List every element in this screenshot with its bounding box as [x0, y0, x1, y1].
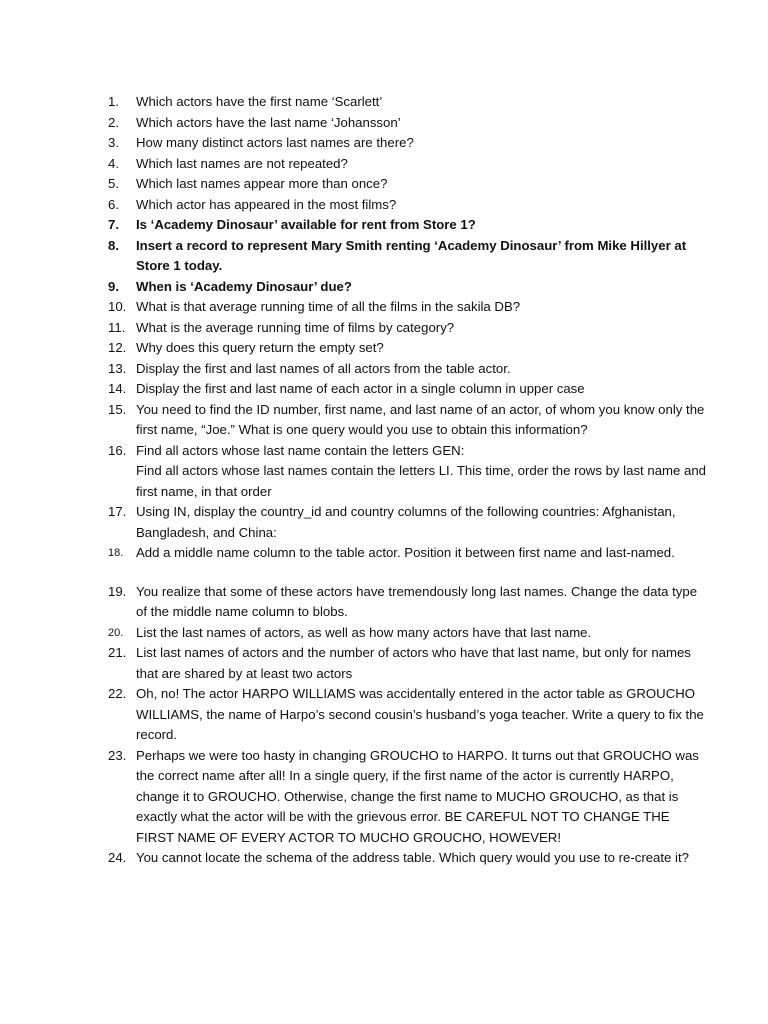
list-item — [0, 133, 768, 154]
item-text: Display the first and last name of each actor in a single column in upper case — [136, 381, 585, 396]
item-text: List last names of actors and the number of actors who have that last name, but only for names that are shared by at least two actors — [136, 645, 691, 681]
item-text: You need to find the ID number, first name, and last name of an actor, of whom you know only the first name, “Joe.” What is one query would you use to obtain this information? — [136, 401, 705, 437]
item-text: Find all actors whose last names contain the letters LI. This time, order the rows by last name and first name, in that order — [136, 463, 707, 499]
item-text: Using IN, display the country_id and country columns of the following countries: Afghanistan, Bangladesh, and China: — [136, 504, 676, 540]
list-item — [0, 848, 768, 869]
item-text: You cannot locate the schema of the address table. Which query would you use to re-create it? — [136, 850, 689, 865]
item-text: Which actors have the last name ‘Johansson’ — [136, 114, 401, 130]
question-list — [0, 92, 768, 869]
item-number: 9. — [108, 278, 119, 294]
item-number: 12. — [108, 340, 127, 355]
item-number: 15. — [108, 401, 127, 417]
item-text: What is that average running time of all the films in the sakila DB? — [136, 299, 521, 314]
item-text: Add a middle name column to the table actor. Position it between first name and last-named. — [136, 545, 675, 560]
item-number: 14. — [108, 381, 127, 396]
item-text: What is the average running time of films by category? — [136, 319, 455, 335]
item-text: Is ‘Academy Dinosaur’ available for rent from Store 1? — [136, 217, 476, 232]
item-text: List the last names of actors, as well as how many actors have that last name. — [136, 624, 592, 640]
list-item — [0, 92, 768, 113]
item-text: When is ‘Academy Dinosaur’ due? — [136, 278, 352, 294]
item-number: 10. — [108, 299, 127, 314]
list-item — [0, 623, 768, 644]
list-item — [0, 502, 768, 543]
item-text: Which actors have the first name ‘Scarlett’ — [136, 94, 383, 109]
item-number: 21. — [108, 645, 127, 660]
item-number: 5. — [108, 176, 119, 191]
item-text: Which last names are not repeated? — [136, 155, 348, 171]
item-number: 19. — [108, 583, 127, 599]
item-text: Find all actors whose last name contain the letters GEN: — [136, 442, 465, 458]
item-number: 16. — [108, 442, 127, 458]
list-item — [0, 379, 768, 400]
list-item — [0, 297, 768, 318]
item-number: 8. — [108, 237, 119, 253]
list-item — [0, 746, 768, 849]
item-number: 3. — [108, 135, 119, 150]
list-item — [0, 174, 768, 195]
list-item — [0, 582, 768, 623]
item-text: Which last names appear more than once? — [136, 176, 388, 191]
item-number: 7. — [108, 217, 119, 232]
item-number: 4. — [108, 155, 119, 171]
list-item — [0, 643, 768, 684]
item-number: 17. — [108, 504, 127, 519]
item-number: 22. — [108, 686, 127, 701]
list-item — [0, 543, 768, 564]
list-item — [0, 318, 768, 339]
item-number: 2. — [108, 114, 119, 130]
list-item — [0, 684, 768, 746]
item-number: 1. — [108, 94, 119, 109]
item-text: Display the first and last names of all actors from the table actor. — [136, 360, 511, 376]
item-text: You realize that some of these actors have tremendously long last names. Change the data type of the middle name column to blobs. — [136, 583, 698, 619]
list-item — [0, 441, 768, 503]
spacer — [0, 564, 768, 582]
item-text: Which actor has appeared in the most films? — [136, 196, 397, 212]
list-item — [0, 236, 768, 277]
list-item — [0, 195, 768, 216]
item-text: Insert a record to represent Mary Smith renting ‘Academy Dinosaur’ from Mike Hillyer at Store 1 today. — [136, 237, 687, 273]
item-number: 23. — [108, 747, 127, 763]
list-item — [0, 338, 768, 359]
list-item — [0, 359, 768, 380]
item-text: How many distinct actors last names are there? — [136, 135, 414, 150]
item-number: 20. — [108, 626, 124, 639]
item-number: 13. — [108, 360, 127, 376]
list-item — [0, 154, 768, 175]
item-text: Why does this query return the empty set? — [136, 340, 384, 355]
item-number: 11. — [108, 319, 126, 335]
item-text: Oh, no! The actor HARPO WILLIAMS was accidentally entered in the actor table as GROUCHO WILLIAMS, the name of Harpo’s second cousin’s husband’s yoga teacher. Write a query to fix the record. — [136, 686, 704, 742]
item-text: Perhaps we were too hasty in changing GROUCHO to HARPO. It turns out that GROUCHO was the correct name after all! In a single query, if the first name of the actor is currently HARPO, change it to GROUCHO. Otherwise, change the first name to MUCHO GROUCHO, as that is exactly what the actor will be with the grievous error. BE CAREFUL NOT TO CHANGE THE FIRST NAME OF EVERY ACTOR TO MUCHO GROUCHO, HOWEVER! — [136, 747, 699, 845]
list-item — [0, 400, 768, 441]
item-number: 6. — [108, 196, 119, 212]
list-item — [0, 113, 768, 134]
item-number: 24. — [108, 850, 127, 865]
item-number: 18. — [108, 547, 124, 559]
list-item — [0, 215, 768, 236]
list-item — [0, 277, 768, 298]
